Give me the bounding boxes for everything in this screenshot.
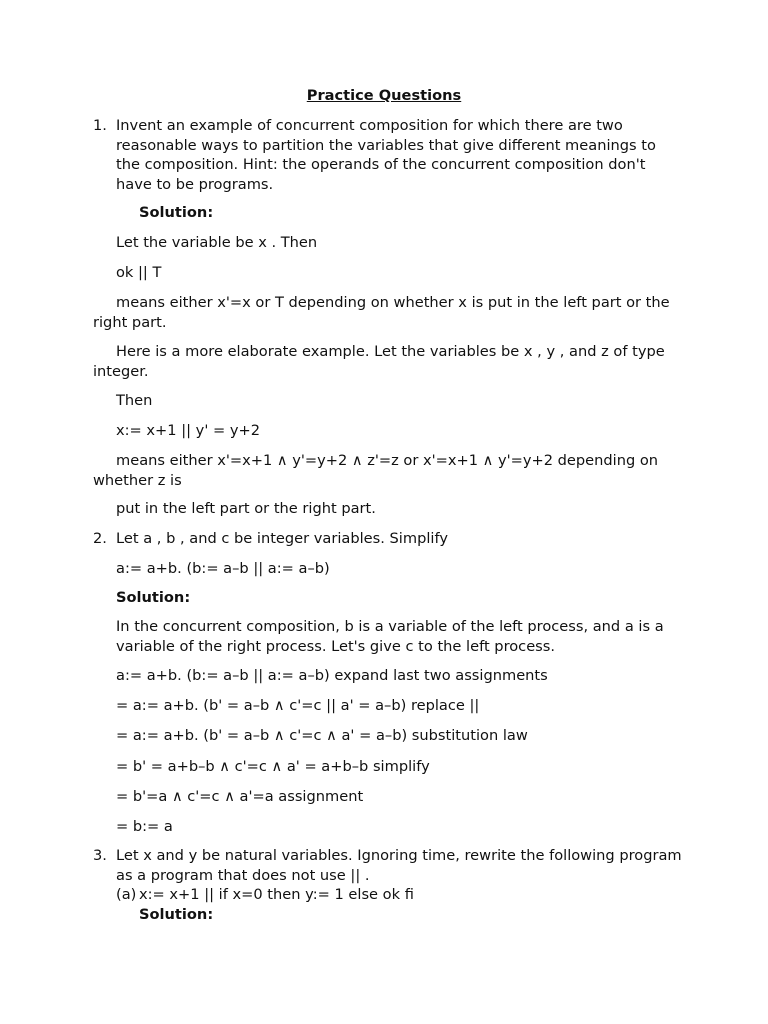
question-2 — [93, 529, 683, 549]
question-2-solution-label: Solution: — [116, 589, 191, 606]
q1-line-3: means either x'=x or T depending on whether x is put in the left part or the right part. — [93, 294, 670, 331]
question-2-text: Let a , b , and c be integer variables. Simplify — [116, 530, 448, 547]
q2-step-3: = a:= a+b. (b' = a–b ∧ c'=c ∧ a' = a–b) substitution law — [116, 727, 528, 744]
question-1-solution-label: Solution: — [139, 204, 214, 221]
q2-step-6: = b:= a — [116, 818, 173, 835]
question-3-sub-a — [116, 885, 683, 905]
question-1-text: Invent an example of concurrent composition for which there are two reasonable ways to partition the variables that give different meanings to the composition. Hint: the operands of the concurrent composition don't have to be programs. — [116, 117, 656, 193]
question-3-sub-a-text: x:= x+1 || if x=0 then y:= 1 else ok fi — [139, 886, 414, 903]
question-2-number: 2. — [93, 530, 107, 547]
q1-line-7: means either x'=x+1 ∧ y'=y+2 ∧ z'=z or x'=x+1 ∧ y'=y+2 depending on whether z is — [93, 452, 659, 489]
q2-step-1: a:= a+b. (b:= a–b || a:= a–b) expand last two assignments — [116, 667, 548, 684]
q1-line-2: ok || T — [116, 264, 162, 281]
q2-step-4: = b' = a+b–b ∧ c'=c ∧ a' = a+b–b simplify — [116, 758, 430, 775]
page-title: Practice Questions — [306, 87, 462, 104]
q1-line-1: Let the variable be x . Then — [116, 234, 318, 251]
q1-line-5: Then — [116, 392, 153, 409]
q1-line-8: put in the left part or the right part. — [116, 500, 376, 517]
q2-step-5: = b'=a ∧ c'=c ∧ a'=a assignment — [116, 788, 364, 805]
question-1-number: 1. — [93, 117, 107, 134]
question-3-solution-label: Solution: — [139, 905, 214, 923]
question-1 — [93, 116, 683, 194]
q1-line-4: Here is a more elaborate example. Let the variables be x , y , and z of type integer. — [93, 343, 665, 380]
question-3-sub-a-label: (a) — [116, 886, 137, 903]
question-3 — [93, 846, 683, 924]
question-3-number: 3. — [93, 847, 107, 864]
q1-line-6: x:= x+1 || y' = y+2 — [116, 422, 260, 439]
question-3-text: Let x and y be natural variables. Ignoring time, rewrite the following program as a program that does not use || . — [116, 847, 682, 884]
question-2-expression: a:= a+b. (b:= a–b || a:= a–b) — [116, 560, 330, 577]
question-2-explanation: In the concurrent composition, b is a variable of the left process, and a is a variable of the right process. Let's give c to the left process. — [116, 618, 664, 655]
q2-step-2: = a:= a+b. (b' = a–b ∧ c'=c || a' = a–b) replace || — [116, 697, 480, 714]
